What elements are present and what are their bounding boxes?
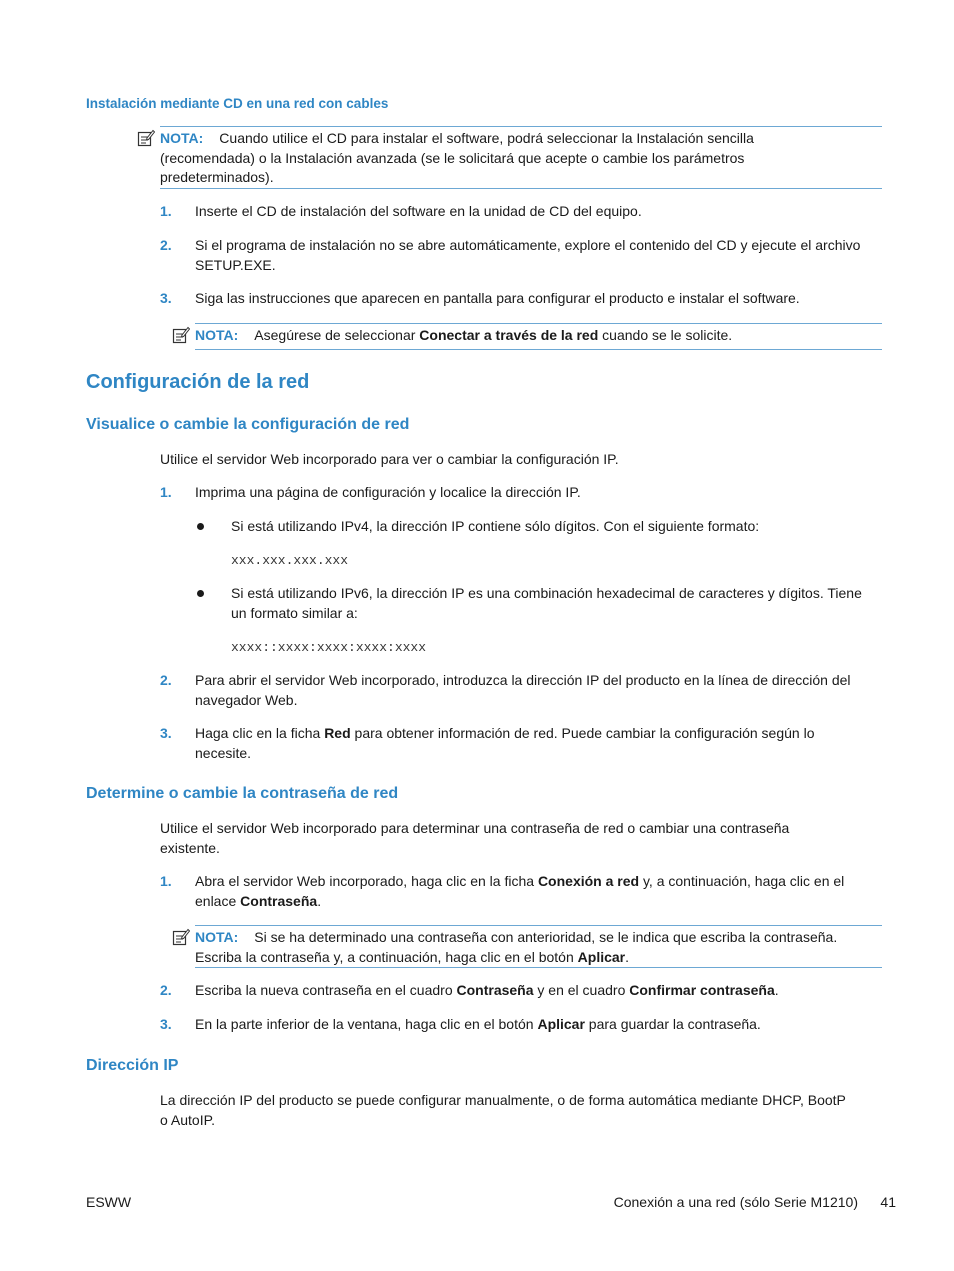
step-text: Si el programa de instalación no se abre automáticamente, explore el contenido del CD y ejecute el archivo SETUP.EXE. xyxy=(195,237,861,273)
note-bottom-rule xyxy=(160,188,882,189)
bullet-dot xyxy=(197,523,204,530)
footer-chapter: Conexión a una red (sólo Serie M1210) xyxy=(613,1194,858,1210)
step-text: Siga las instrucciones que aparecen en pantalla para configurar el producto e instalar el software. xyxy=(195,290,800,306)
step-text-part: Haga clic en la ficha xyxy=(195,725,325,741)
note-3 xyxy=(195,928,875,967)
step-text-part: Escriba la nueva contraseña en el cuadro xyxy=(195,982,457,998)
step-text-part: . xyxy=(317,892,322,909)
step-text-part: En la parte inferior de la ventana, haga clic en el botón xyxy=(195,1016,538,1032)
note-text: . xyxy=(625,948,630,965)
step-text-part: y, a continuación, haga clic en el enlace xyxy=(195,873,845,909)
step-text xyxy=(195,981,875,1001)
note-icon xyxy=(172,928,190,946)
step-bold: Contraseña xyxy=(456,982,534,998)
paragraph: Utilice el servidor Web incorporado para determinar una contraseña de red o cambiar una contraseña existente. xyxy=(160,820,790,856)
step-number: 2. xyxy=(160,237,172,253)
step-number: 2. xyxy=(160,672,172,688)
note-icon xyxy=(137,129,155,147)
step-number: 1. xyxy=(160,873,172,889)
subsection-title: Visualice o cambie la configuración de red xyxy=(86,416,410,433)
paragraph: Utilice el servidor Web incorporado para ver o cambiar la configuración IP. xyxy=(160,451,619,467)
step-number: 3. xyxy=(160,290,172,306)
code-ipv4: xxx.xxx.xxx.xxx xyxy=(231,553,349,568)
section-title: Configuración de la red xyxy=(86,371,310,393)
step-bold: Contraseña xyxy=(240,892,318,909)
step-text-part: Abra el servidor Web incorporado, haga clic en la ficha xyxy=(195,873,538,889)
step-bold: Aplicar xyxy=(537,1016,585,1032)
subsection-title: Determine o cambie la contraseña de red xyxy=(86,785,399,802)
step-text-part: . xyxy=(774,982,779,998)
heading-cd-install: Instalación mediante CD en una red con cables xyxy=(86,96,389,111)
bullet-dot xyxy=(197,590,204,597)
note-bottom-rule xyxy=(195,967,882,968)
subsection-title: Dirección IP xyxy=(86,1057,179,1074)
footer-left: ESWW xyxy=(86,1194,132,1210)
bullet-text: Si está utilizando IPv6, la dirección IP es una combinación hexadecimal de caracteres y dígitos. Tiene un formato similar a: xyxy=(231,585,862,621)
note-bold: Conectar a través de la red xyxy=(419,327,599,343)
note-label: NOTA: xyxy=(160,130,204,146)
step-number: 2. xyxy=(160,982,172,998)
step-bold: Red xyxy=(324,725,351,741)
step-number: 1. xyxy=(160,203,172,219)
step-text-part: y en el cuadro xyxy=(533,982,630,998)
note-2 xyxy=(195,326,875,346)
note-bold: Aplicar xyxy=(577,948,626,965)
page-number: 41 xyxy=(880,1194,896,1210)
step-text xyxy=(195,872,875,911)
note-label: NOTA: xyxy=(195,929,239,945)
paragraph: La dirección IP del producto se puede configurar manualmente, o de forma automática mediante DHCP, BootP o AutoIP. xyxy=(160,1092,846,1128)
note-icon xyxy=(172,326,190,344)
code-ipv6: xxxx::xxxx:xxxx:xxxx:xxxx xyxy=(231,640,427,655)
note-top-rule xyxy=(160,126,882,127)
note-text: Cuando utilice el CD para instalar el software, podrá seleccionar la Instalación sencilla (recomendada) o la Instalación avanzada (se le solicitará que acepte o cambie los parámetros predeterminados). xyxy=(160,130,754,185)
step-bold: Confirmar contraseña xyxy=(629,982,775,998)
note-1 xyxy=(160,129,850,188)
step-text-part: para obtener información de red. Puede cambiar la configuración según lo necesite. xyxy=(195,725,815,761)
step-number: 1. xyxy=(160,484,172,500)
note-text: cuando se le solicite. xyxy=(598,327,733,343)
note-bottom-rule xyxy=(195,349,882,350)
step-text: Para abrir el servidor Web incorporado, introduzca la dirección IP del producto en la línea de dirección del navegador Web. xyxy=(195,672,851,708)
step-text xyxy=(195,724,860,763)
step-bold: Conexión a red xyxy=(537,873,640,889)
step-text xyxy=(195,1015,875,1035)
step-number: 3. xyxy=(160,725,172,741)
step-text: Inserte el CD de instalación del software en la unidad de CD del equipo. xyxy=(195,203,642,219)
note-top-rule xyxy=(195,323,882,324)
note-top-rule xyxy=(195,925,882,926)
step-number: 3. xyxy=(160,1016,172,1032)
bullet-text: Si está utilizando IPv4, la dirección IP contiene sólo dígitos. Con el siguiente formato: xyxy=(231,518,760,534)
step-text-part: para guardar la contraseña. xyxy=(584,1016,761,1032)
note-label: NOTA: xyxy=(195,327,239,343)
note-text: Asegúrese de seleccionar xyxy=(254,327,420,343)
note-text: Si se ha determinado una contraseña con anterioridad, se le indica que escriba la contraseña. Escriba la contraseña y, a continuación, haga clic en el botón xyxy=(195,929,838,965)
step-text: Imprima una página de configuración y localice la dirección IP. xyxy=(195,484,581,500)
